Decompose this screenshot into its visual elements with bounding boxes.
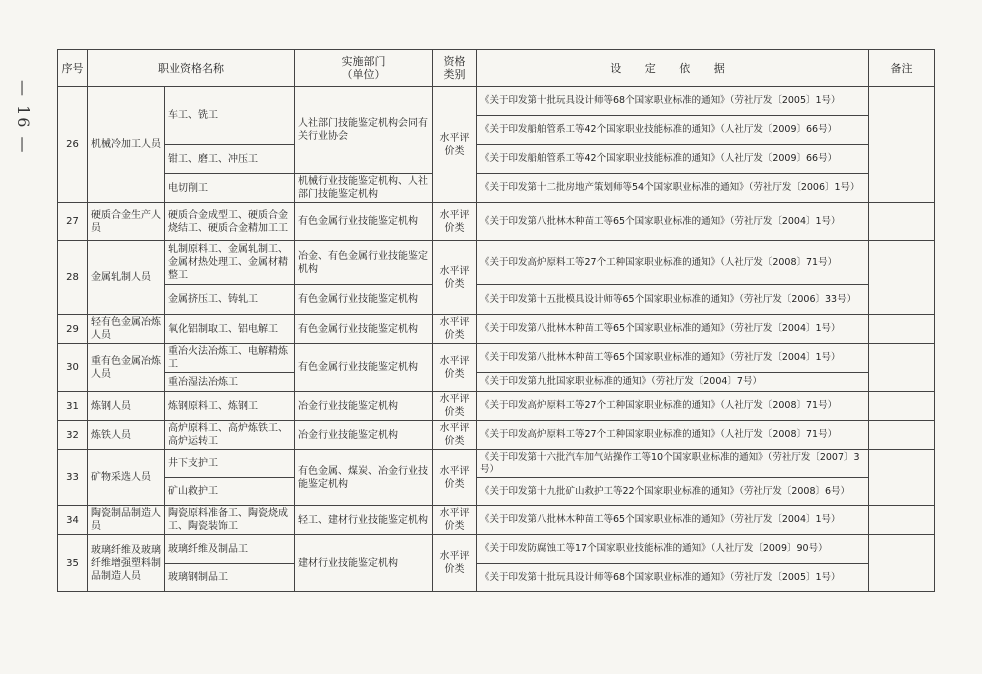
table-row — [58, 392, 935, 421]
row-basis: 《关于印发第九批国家职业标准的通知》（劳社厅发〔2004〕7号） — [477, 373, 869, 392]
row-dept: 建材行业技能鉴定机构 — [295, 535, 433, 592]
header-type: 资格 类别 — [433, 50, 477, 87]
row-seq: 33 — [58, 450, 88, 506]
row-basis: 《关于印发第十批玩具设计师等68个国家职业标准的通知》（劳社厅发〔2005〕1号） — [477, 564, 869, 592]
row-type: 水平评价类 — [433, 392, 477, 421]
row-dept: 有色金属行业技能鉴定机构 — [295, 203, 433, 241]
header-note: 备注 — [869, 50, 935, 87]
row-occupation-name: 陶瓷制品制造人员 — [88, 506, 165, 535]
row-note — [869, 535, 935, 592]
row-type: 水平评价类 — [433, 421, 477, 450]
row-type: 水平评价类 — [433, 450, 477, 506]
row-sub-occupation: 矿山救护工 — [165, 478, 295, 506]
row-sub-occupation: 陶瓷原料准备工、陶瓷烧成工、陶瓷装饰工 — [165, 506, 295, 535]
table-row — [58, 285, 935, 315]
row-basis: 《关于印发第八批林木种苗工等65个国家职业标准的通知》（劳社厅发〔2004〕1号） — [477, 203, 869, 241]
row-seq: 26 — [58, 87, 88, 203]
row-sub-occupation: 井下支护工 — [165, 450, 295, 478]
row-seq: 27 — [58, 203, 88, 241]
row-dept: 有色金属、煤炭、冶金行业技能鉴定机构 — [295, 450, 433, 506]
header-seq: 序号 — [58, 50, 88, 87]
row-seq: 29 — [58, 315, 88, 344]
row-seq: 30 — [58, 344, 88, 392]
row-note — [869, 87, 935, 203]
row-occupation-name: 重有色金属冶炼人员 — [88, 344, 165, 392]
row-occupation-name: 机械冷加工人员 — [88, 87, 165, 203]
row-occupation-name: 炼铁人员 — [88, 421, 165, 450]
table-row — [58, 450, 935, 478]
row-basis: 《关于印发高炉原料工等27个工种国家职业标准的通知》（人社厅发〔2008〕71号） — [477, 421, 869, 450]
row-occupation-name: 轻有色金属冶炼人员 — [88, 315, 165, 344]
row-type: 水平评价类 — [433, 241, 477, 315]
row-dept: 轻工、建材行业技能鉴定机构 — [295, 506, 433, 535]
row-sub-occupation: 车工、铣工 — [165, 87, 295, 145]
row-sub-occupation: 金属挤压工、铸轧工 — [165, 285, 295, 315]
header-dept: 实施部门 （单位） — [295, 50, 433, 87]
row-dept: 机械行业技能鉴定机构、人社部门技能鉴定机构 — [295, 174, 433, 203]
occupation-qualification-table — [57, 49, 935, 592]
table-row — [58, 506, 935, 535]
row-type: 水平评价类 — [433, 344, 477, 392]
row-sub-occupation: 电切削工 — [165, 174, 295, 203]
row-sub-occupation: 高炉原料工、高炉炼铁工、高炉运转工 — [165, 421, 295, 450]
row-dept: 冶金行业技能鉴定机构 — [295, 392, 433, 421]
header-basis: 设 定 依 据 — [477, 50, 869, 87]
row-sub-occupation: 玻璃纤维及制品工 — [165, 535, 295, 564]
row-seq: 31 — [58, 392, 88, 421]
table-row — [58, 535, 935, 564]
row-basis: 《关于印发第八批林木种苗工等65个国家职业标准的通知》（劳社厅发〔2004〕1号） — [477, 506, 869, 535]
row-seq: 28 — [58, 241, 88, 315]
table-row — [58, 87, 935, 116]
row-basis: 《关于印发第十六批汽车加气站操作工等10个国家职业标准的通知》（劳社厅发〔2007〕3号） — [477, 450, 869, 478]
row-seq: 34 — [58, 506, 88, 535]
row-note — [869, 344, 935, 392]
row-basis: 《关于印发第八批林木种苗工等65个国家职业标准的通知》（劳社厅发〔2004〕1号） — [477, 315, 869, 344]
row-note — [869, 450, 935, 506]
row-sub-occupation: 玻璃钢制品工 — [165, 564, 295, 592]
row-note — [869, 392, 935, 421]
row-basis: 《关于印发防腐蚀工等17个国家职业技能标准的通知》（人社厅发〔2009〕90号） — [477, 535, 869, 564]
row-dept: 有色金属行业技能鉴定机构 — [295, 315, 433, 344]
row-note — [869, 506, 935, 535]
row-occupation-name: 玻璃纤维及玻璃纤维增强塑料制品制造人员 — [88, 535, 165, 592]
row-occupation-name: 硬质合金生产人员 — [88, 203, 165, 241]
row-basis: 《关于印发第十九批矿山救护工等22个国家职业标准的通知》（劳社厅发〔2008〕6号） — [477, 478, 869, 506]
row-type: 水平评价类 — [433, 87, 477, 203]
row-basis: 《关于印发船舶管系工等42个国家职业技能标准的通知》（人社厅发〔2009〕66号） — [477, 145, 869, 174]
row-dept: 冶金行业技能鉴定机构 — [295, 421, 433, 450]
row-basis: 《关于印发第十批玩具设计师等68个国家职业标准的通知》（劳社厅发〔2005〕1号） — [477, 87, 869, 116]
row-basis: 《关于印发第十二批房地产策划师等54个国家职业标准的通知》（劳社厅发〔2006〕1号） — [477, 174, 869, 203]
row-basis: 《关于印发高炉原料工等27个工种国家职业标准的通知》（人社厅发〔2008〕71号） — [477, 241, 869, 285]
row-sub-occupation: 轧制原料工、金属轧制工、金属材热处理工、金属材精整工 — [165, 241, 295, 285]
table-row — [58, 241, 935, 285]
table-row — [58, 564, 935, 592]
row-dept: 冶金、有色金属行业技能鉴定机构 — [295, 241, 433, 285]
row-note — [869, 421, 935, 450]
row-basis: 《关于印发第八批林木种苗工等65个国家职业标准的通知》（劳社厅发〔2004〕1号） — [477, 344, 869, 373]
row-note — [869, 241, 935, 315]
row-sub-occupation: 重冶湿法冶炼工 — [165, 373, 295, 392]
row-type: 水平评价类 — [433, 535, 477, 592]
row-occupation-name: 矿物采选人员 — [88, 450, 165, 506]
row-type: 水平评价类 — [433, 506, 477, 535]
row-type: 水平评价类 — [433, 315, 477, 344]
row-basis: 《关于印发高炉原料工等27个工种国家职业标准的通知》（人社厅发〔2008〕71号） — [477, 392, 869, 421]
table-row — [58, 373, 935, 392]
row-sub-occupation: 氧化铝制取工、铝电解工 — [165, 315, 295, 344]
row-occupation-name: 炼钢人员 — [88, 392, 165, 421]
row-seq: 35 — [58, 535, 88, 592]
table-row — [58, 478, 935, 506]
row-sub-occupation: 重冶火法冶炼工、电解精炼工 — [165, 344, 295, 373]
table-row — [58, 174, 935, 203]
row-dept: 有色金属行业技能鉴定机构 — [295, 285, 433, 315]
row-occupation-name: 金属轧制人员 — [88, 241, 165, 315]
row-basis: 《关于印发船舶管系工等42个国家职业技能标准的通知》（人社厅发〔2009〕66号） — [477, 116, 869, 145]
header-occupation: 职业资格名称 — [88, 50, 295, 87]
row-sub-occupation: 炼钢原料工、炼钢工 — [165, 392, 295, 421]
page-number: — 16 — — [14, 80, 33, 155]
row-seq: 32 — [58, 421, 88, 450]
row-note — [869, 203, 935, 241]
row-sub-occupation: 钳工、磨工、冲压工 — [165, 145, 295, 174]
row-note — [869, 315, 935, 344]
table-row — [58, 315, 935, 344]
row-type: 水平评价类 — [433, 203, 477, 241]
table-row — [58, 145, 935, 174]
table-row — [58, 344, 935, 373]
row-sub-occupation: 硬质合金成型工、硬质合金烧结工、硬质合金精加工工 — [165, 203, 295, 241]
table-header-row — [58, 50, 935, 87]
table-row — [58, 421, 935, 450]
table-row — [58, 203, 935, 241]
row-dept: 人社部门技能鉴定机构会同有关行业协会 — [295, 87, 433, 174]
row-basis: 《关于印发第十五批模具设计师等65个国家职业标准的通知》（劳社厅发〔2006〕33号） — [477, 285, 869, 315]
row-dept: 有色金属行业技能鉴定机构 — [295, 344, 433, 392]
